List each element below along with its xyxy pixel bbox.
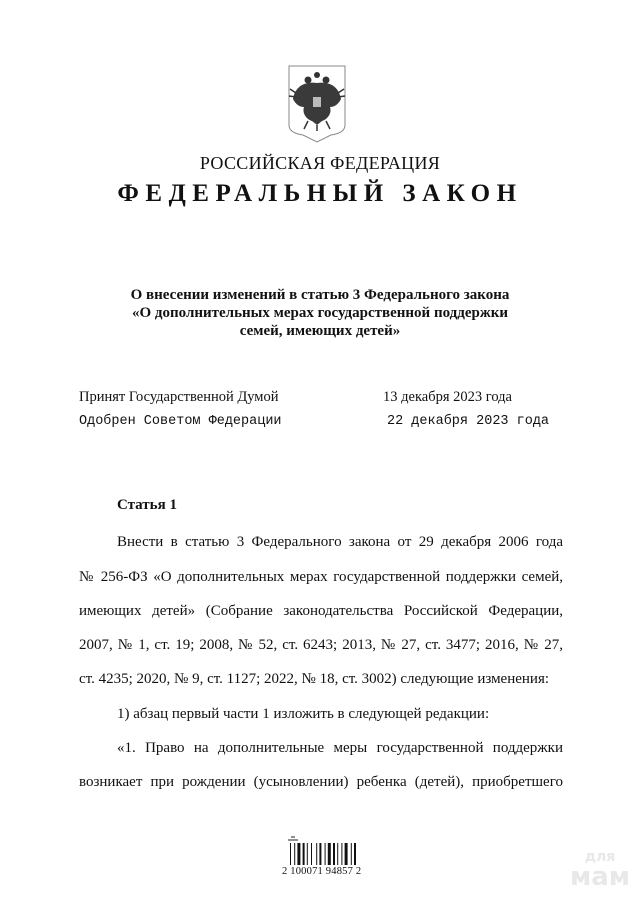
barcode-bar: [351, 843, 352, 865]
article-text-line: возникает при рождении (усыновлении) ребенка (детей), приобретшего: [79, 774, 563, 790]
barcode-bar: [303, 843, 305, 865]
barcode-bar: [333, 843, 335, 865]
barcode-bar: [297, 843, 300, 865]
approved-by-council-date: 22 декабря 2023 года: [387, 414, 550, 429]
barcode-bar: [290, 843, 291, 865]
article-text-line: 1) абзац первый части 1 изложить в следующей редакции:: [117, 706, 490, 722]
barcode-bar: [345, 843, 348, 865]
article-text-line: имеющих детей» (Собрание законодательства Российской Федерации,: [79, 603, 563, 619]
article-text-line: № 256-ФЗ «О дополнительных мерах государственной поддержки семей,: [79, 569, 563, 585]
barcode-number: 2 100071 94857 2: [282, 866, 362, 877]
barcode-bar: [337, 843, 338, 865]
barcode-bar: [341, 843, 342, 865]
barcode-bar: [354, 843, 356, 865]
barcode-bar: [319, 843, 321, 865]
adopted-by-duma-label: Принят Государственной Думой: [79, 389, 279, 405]
country-name: РОССИЙСКАЯ ФЕДЕРАЦИЯ: [199, 153, 441, 173]
barcode-bar: [307, 843, 308, 865]
barcode-bar: [316, 843, 317, 865]
russian-coat-of-arms-icon: [286, 63, 348, 143]
article-text-line: Внести в статью 3 Федерального закона от 29 декабря 2006 года: [117, 534, 563, 550]
watermark-logo: [570, 850, 630, 890]
article-heading: Статья 1: [117, 497, 177, 513]
law-title-line: «О дополнительных мерах государственной поддержки: [132, 305, 508, 321]
article-text-line: «1. Право на дополнительные меры государственной поддержки: [117, 740, 563, 756]
law-title-line: семей, имеющих детей»: [239, 323, 401, 339]
watermark-line: для: [584, 849, 616, 865]
article-text-line: 2007, № 1, ст. 19; 2008, № 52, ст. 6243; 2013, № 27, ст. 3477; 2016, № 27,: [79, 637, 563, 653]
barcode-bar: [311, 843, 312, 865]
watermark-line: мам: [569, 862, 630, 892]
adopted-by-duma-date: 13 декабря 2023 года: [383, 389, 512, 405]
barcode-bar: [294, 843, 295, 865]
approved-by-council-label: Одобрен Советом Федерации: [79, 414, 282, 429]
law-type-heading: ФЕДЕРАЛЬНЫЙ ЗАКОН: [117, 180, 523, 207]
barcode-bar: [325, 843, 326, 865]
barcode-mark: [288, 837, 298, 840]
law-title: [100, 286, 540, 340]
barcode-bar: [328, 843, 331, 865]
law-title-line: О внесении изменений в статью 3 Федерального закона: [130, 287, 510, 303]
article-text-line: ст. 4235; 2020, № 9, ст. 1127; 2022, № 18, ст. 3002) следующие изменения:: [79, 671, 550, 687]
